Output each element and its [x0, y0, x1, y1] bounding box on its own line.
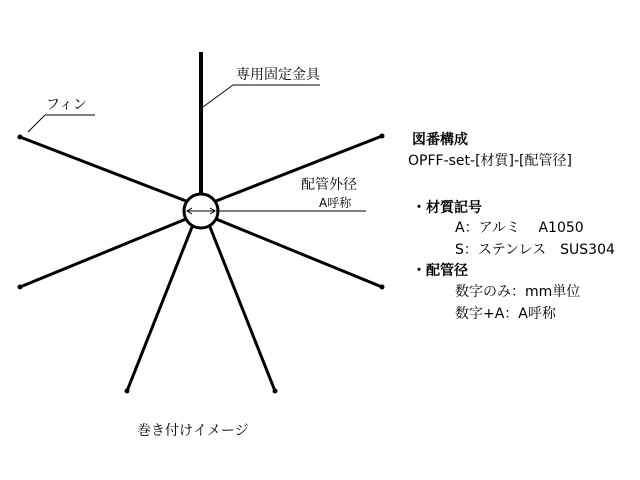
fin-end-dot — [380, 285, 385, 290]
fin-end-dot — [380, 134, 385, 139]
pipe-size-item-nominal: 数字+A：A呼称 — [455, 306, 556, 322]
part-number-format: OPFF-set-[材質]-[配管径] — [408, 153, 572, 169]
bracket-label: 専用固定金具 — [236, 67, 320, 83]
fin-bottom-right — [210, 227, 275, 391]
pipe-size-item-mm: 数字のみ：mm単位 — [455, 284, 581, 300]
fin-end-dot — [273, 389, 278, 394]
pipe-diameter-label: 配管外径 — [301, 177, 357, 193]
material-heading: ・材質記号 — [412, 200, 482, 216]
spec-heading: 図番構成 — [412, 132, 468, 148]
fin-end-dot — [18, 135, 23, 140]
diagram-caption: 巻き付けイメージ — [137, 423, 249, 439]
fin-leader-diagonal — [28, 115, 45, 132]
fin-end-dot — [18, 285, 23, 290]
bracket-leader-diagonal — [203, 85, 233, 107]
fin-upper-left — [20, 137, 186, 201]
material-item-aluminum: A：アルミ A1050 — [455, 220, 584, 236]
fin-lower-right — [216, 219, 382, 287]
pipe-size-heading: ・配管径 — [412, 263, 468, 279]
fin-lower-left — [20, 219, 186, 287]
material-item-stainless: S：ステンレス SUS304 — [455, 242, 615, 258]
pipe-nominal-label: A呼称 — [319, 196, 352, 210]
fin-end-dot — [125, 389, 130, 394]
fin-bottom-left — [127, 227, 192, 391]
fin-upper-right — [216, 136, 382, 201]
fin-label: フィン — [46, 97, 87, 113]
